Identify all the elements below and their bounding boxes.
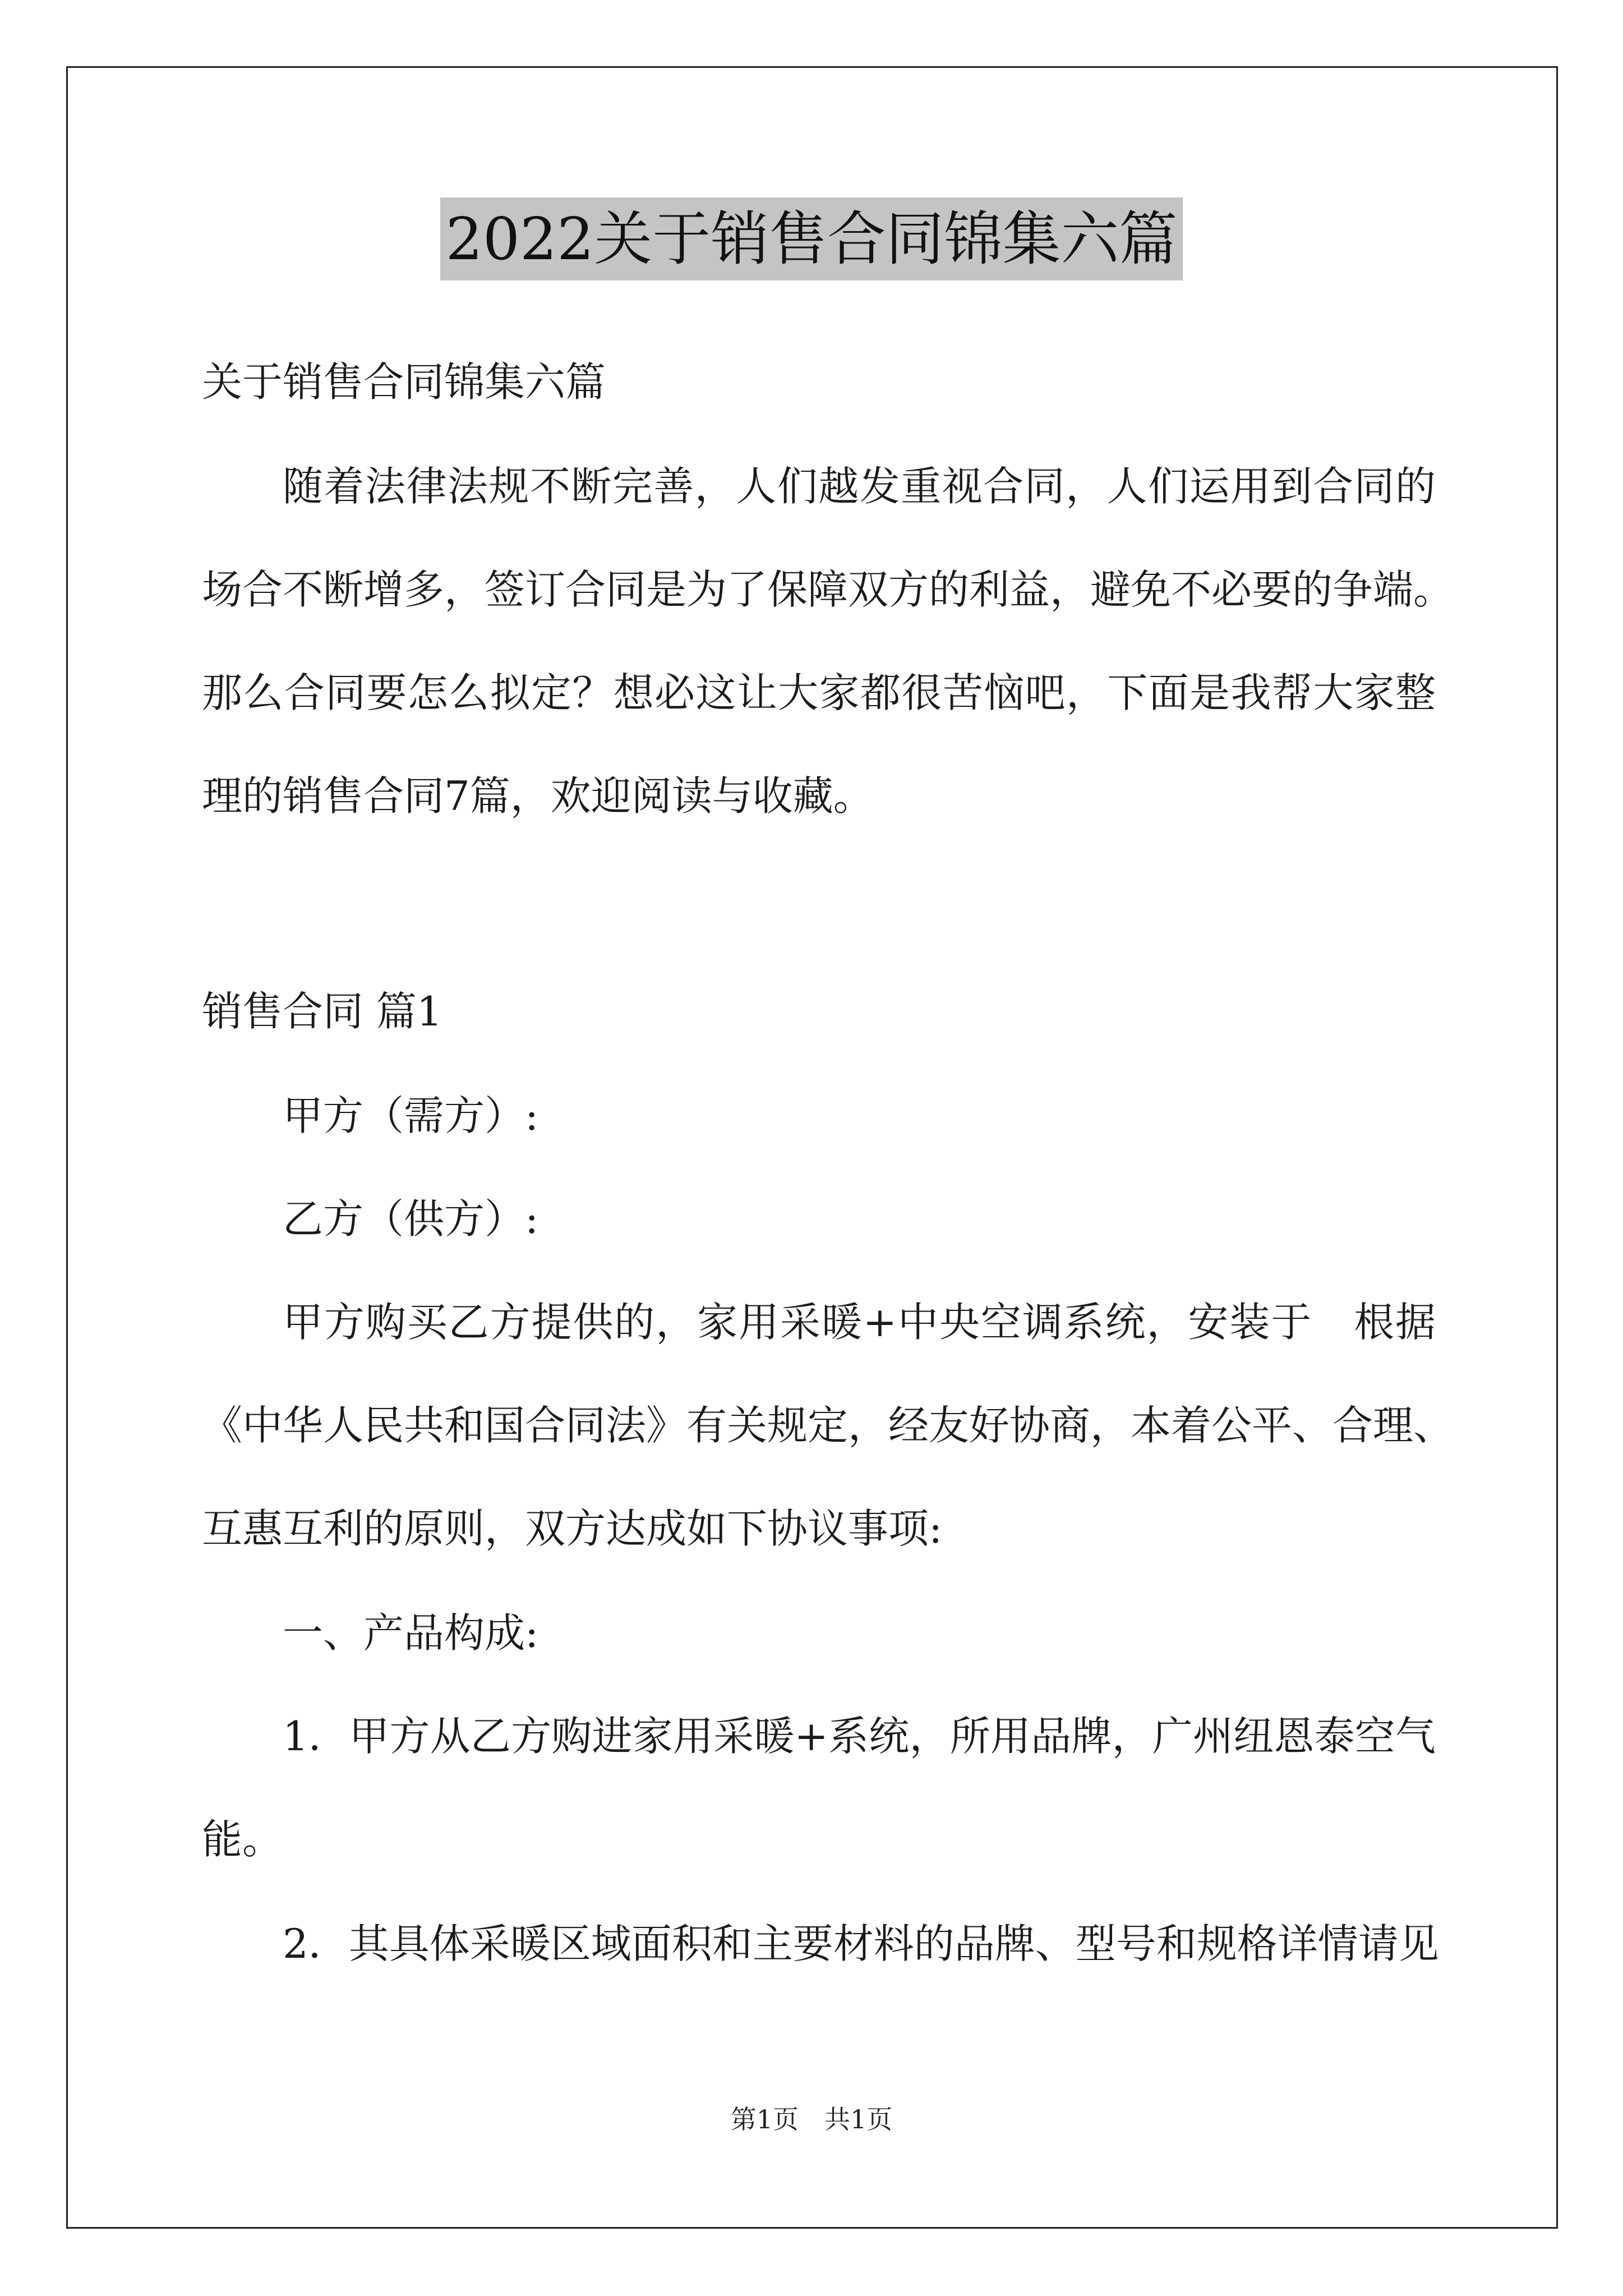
document-title: 2022关于销售合同锦集六篇	[440, 197, 1183, 280]
document-subtitle: 关于销售合同锦集六篇	[202, 358, 606, 406]
page-footer: 第1页 共1页	[730, 2104, 893, 2134]
body-line-2: 《中华人民共和国合同法》有关规定，经友好协商，本着公平、合理、	[202, 1402, 1454, 1449]
intro-line-3: 那么合同要怎么拟定？想必这让大家都很苦恼吧，下面是我帮大家整	[202, 669, 1436, 716]
item2-line-1: 2．其具体采暖区域面积和主要材料的品牌、型号和规格详情请见	[283, 1920, 1439, 1967]
section-heading: 销售合同 篇1	[202, 988, 442, 1035]
party-a-line: 甲方（需方）:	[283, 1092, 539, 1139]
party-b-line: 乙方（供方）:	[283, 1195, 539, 1243]
body-line-3: 互惠互利的原则，双方达成如下协议事项:	[202, 1505, 943, 1552]
title-container	[0, 197, 1623, 280]
clause-heading: 一、产品构成:	[283, 1609, 539, 1657]
intro-line-1: 随着法律法规不断完善，人们越发重视合同，人们运用到合同的	[283, 463, 1436, 510]
intro-line-4: 理的销售合同7篇，欢迎阅读与收藏。	[202, 772, 874, 820]
intro-line-2: 场合不断增多，签订合同是为了保障双方的利益，避免不必要的争端。	[202, 566, 1454, 613]
body-line-1: 甲方购买乙方提供的，家用采暖+中央空调系统，安装于 根据	[283, 1299, 1436, 1346]
item1-line-1: 1．甲方从乙方购进家用采暖+系统，所用品牌，广州纽恩泰空气	[283, 1713, 1436, 1760]
item1-line-2: 能。	[202, 1816, 283, 1863]
